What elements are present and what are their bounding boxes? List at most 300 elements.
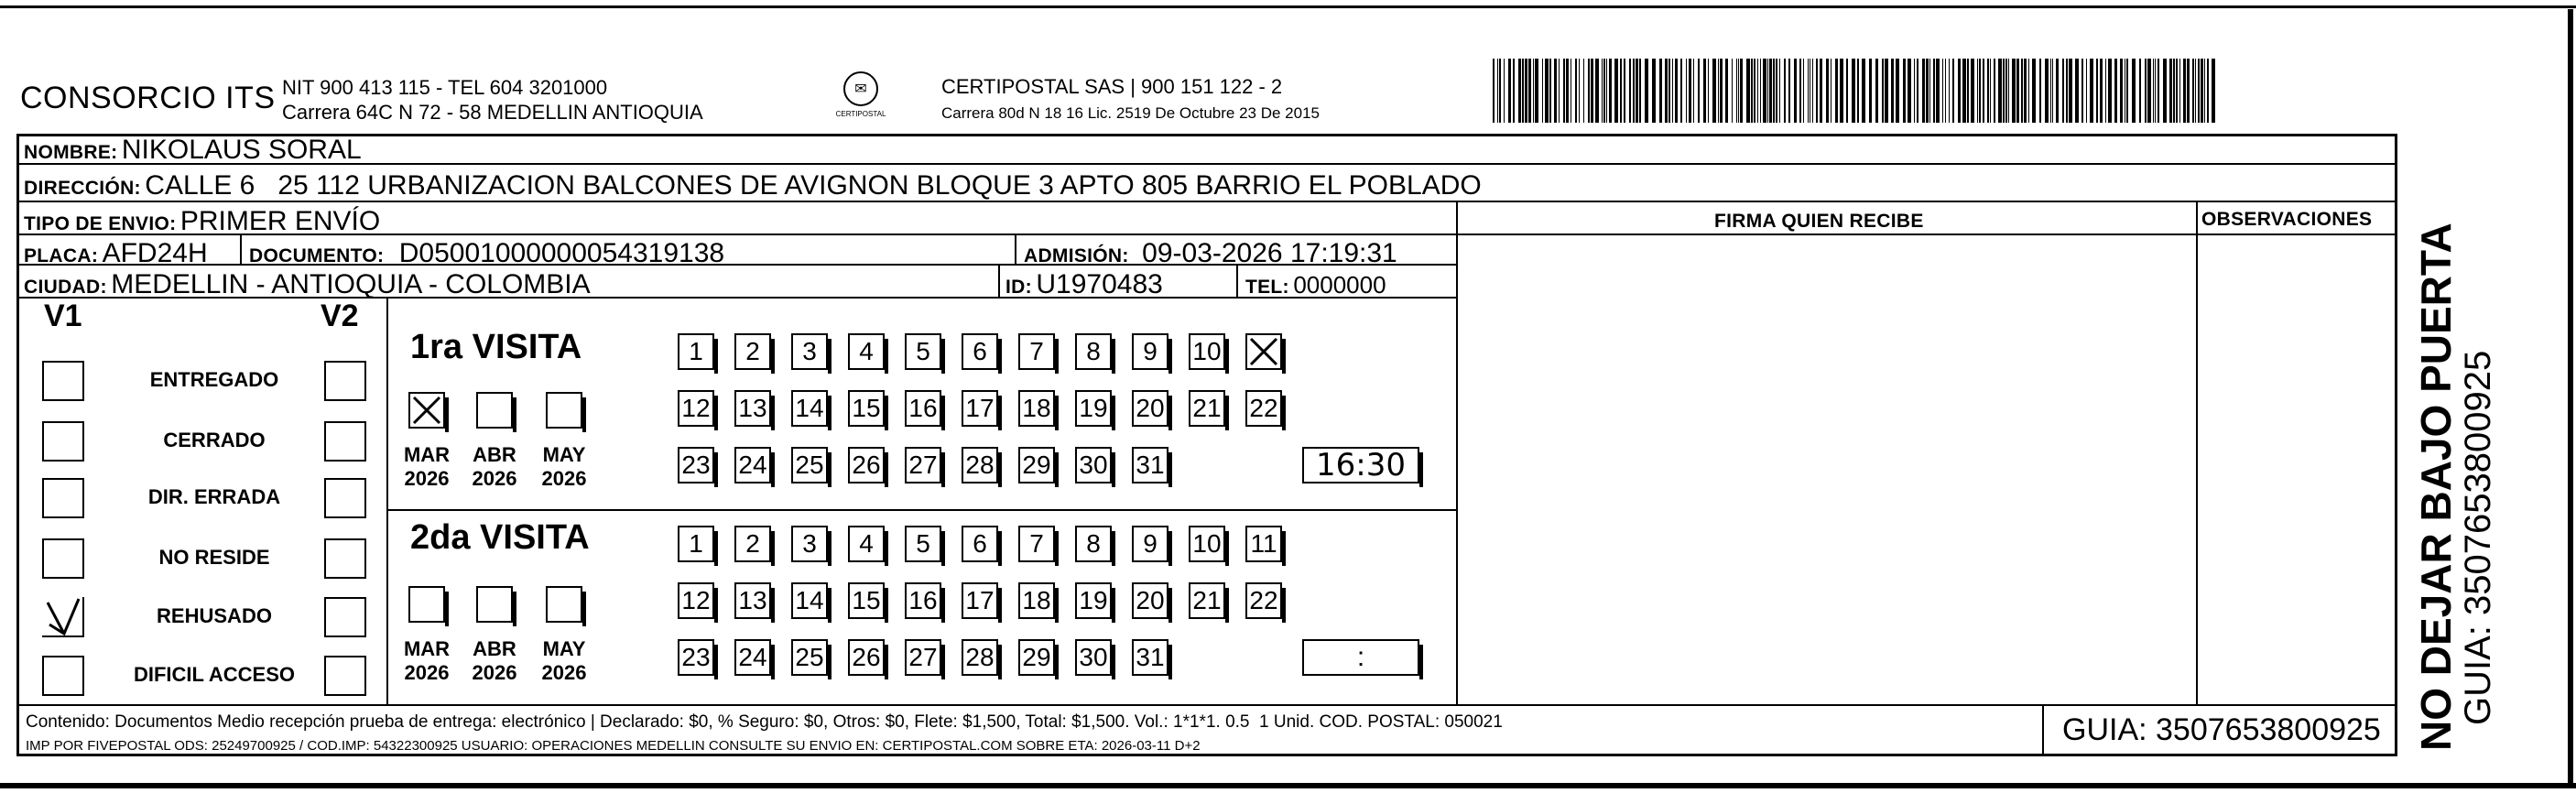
visit-divider [386, 509, 1456, 511]
barcode-bar [2056, 59, 2059, 123]
barcode-bar [1606, 59, 1607, 123]
barcode-bar [2187, 59, 2190, 123]
barcode-bar [1566, 59, 1569, 123]
column-divider [1015, 234, 1016, 264]
first-visit-day-box[interactable]: 8 [1075, 333, 1112, 370]
barcode-bar [1518, 59, 1521, 123]
documento-label: DOCUMENTO: [249, 245, 385, 266]
barcode-bar [1820, 59, 1822, 123]
barcode-bar [1508, 59, 1511, 123]
second-visit-day-box[interactable]: 3 [791, 526, 828, 562]
barcode-bar [1708, 59, 1709, 123]
barcode-bar [2192, 59, 2194, 123]
certipostal-logo [829, 71, 893, 118]
second-visit-day-box[interactable]: 29 [1018, 639, 1055, 676]
id-label: ID: [1005, 277, 1032, 298]
first-visit-day-box[interactable]: 23 [678, 447, 714, 483]
barcode-bar [1767, 59, 1768, 123]
barcode-bar [1903, 59, 1906, 123]
company-address-line: Carrera 64C N 72 - 58 MEDELLIN ANTIOQUIA [282, 101, 703, 124]
barcode-bar [1645, 59, 1648, 123]
first-visit-day-box[interactable]: 24 [734, 447, 771, 483]
barcode-bar [1857, 59, 1859, 123]
barcode-bar [1636, 59, 1638, 123]
barcode-bar [1686, 59, 1687, 123]
first-visit-time-box[interactable] [1302, 447, 1419, 483]
first-visit-day-box[interactable]: 5 [905, 333, 941, 370]
first-visit-day-box[interactable]: 15 [848, 390, 885, 427]
guia-number: GUIA: 3507653800925 [2062, 712, 2381, 747]
barcode-bar [1754, 59, 1755, 123]
v2-checkbox[interactable] [324, 421, 366, 462]
barcode-bar [2005, 59, 2007, 123]
second-visit-day-box[interactable]: 17 [962, 582, 998, 619]
column-divider [240, 234, 242, 264]
first-visit-day-box[interactable]: 25 [791, 447, 828, 483]
barcode-bar [1609, 59, 1612, 123]
column-divider [1456, 201, 1458, 704]
direccion-value: CALLE 6 25 112 URBANIZACION BALCONES DE AVIGNON BLOQUE 3 APTO 805 BARRIO EL POBLADO [145, 170, 1482, 201]
second-visit-day-box[interactable]: 2 [734, 526, 771, 562]
barcode-bar [1977, 59, 1978, 123]
barcode-bar [1712, 59, 1716, 123]
barcode-bar [2153, 59, 2154, 123]
barcode-bar [2163, 59, 2167, 123]
barcode-bar [2069, 59, 2072, 123]
barcode-bar [1922, 59, 1925, 123]
tel-value: 0000000 [1293, 271, 1386, 299]
barcode-bar [1936, 59, 1940, 123]
status-option-label: NO RESIDE [158, 546, 270, 569]
barcode-bar [1659, 59, 1662, 123]
barcode-bar [2052, 59, 2053, 123]
check-mark-icon [42, 597, 84, 637]
barcode-bar [1738, 59, 1739, 123]
barcode-bar [1583, 59, 1584, 123]
v2-checkbox[interactable] [324, 478, 366, 518]
top-border [0, 5, 2576, 8]
second-visit-day-box[interactable]: 12 [678, 582, 714, 619]
barcode-bar [1725, 59, 1728, 123]
second-visit-day-box[interactable]: 13 [734, 582, 771, 619]
barcode-bar [1545, 59, 1549, 123]
status-option-label: REHUSADO [157, 604, 272, 627]
barcode-bar [1987, 59, 1989, 123]
first-visit-title: 1ra VISITA [410, 328, 582, 366]
first-visit-day-box[interactable]: 16 [905, 390, 941, 427]
barcode-bar [1703, 59, 1706, 123]
second-visit-day-box[interactable]: 23 [678, 639, 714, 676]
first-visit-day-box[interactable]: 20 [1132, 390, 1168, 427]
first-visit-day-box[interactable] [1245, 333, 1282, 370]
v2-checkbox[interactable] [324, 361, 366, 401]
barcode-bar [2126, 59, 2128, 123]
barcode-bar [1693, 59, 1694, 123]
second-visit-title: 2da VISITA [410, 518, 590, 557]
barcode [1493, 59, 2218, 123]
row-divider [1456, 234, 2397, 235]
placa-value: AFD24H [102, 238, 208, 268]
side-guia: GUIA: 3507653800925 [2458, 350, 2498, 725]
v2-checkbox[interactable] [324, 597, 366, 637]
first-visit-day-box[interactable]: 27 [905, 447, 941, 483]
direccion-row [24, 170, 1482, 201]
barcode-bar [1554, 59, 1557, 123]
barcode-bar [1945, 59, 1946, 123]
barcode-bar [2050, 59, 2051, 123]
barcode-bar [1826, 59, 1829, 123]
no-dejar-warning: NO DEJAR BAJO PUERTA [2412, 223, 2460, 751]
barcode-bar [1624, 59, 1625, 123]
status-option-label: DIFICIL ACCESO [133, 663, 295, 686]
first-visit-day-box[interactable]: 19 [1075, 390, 1112, 427]
barcode-bar [1542, 59, 1543, 123]
first-visit-month-label: ABR 2026 [472, 443, 517, 490]
barcode-bar [1891, 59, 1894, 123]
company-info [282, 75, 703, 125]
nombre-row [24, 135, 362, 166]
second-visit-month-label: ABR 2026 [472, 637, 517, 684]
first-visit-day-box[interactable]: 26 [848, 447, 885, 483]
barcode-bar [1917, 59, 1918, 123]
barcode-bar [1760, 59, 1761, 123]
second-visit-day-box[interactable]: 5 [905, 526, 941, 562]
barcode-bar [2086, 59, 2087, 123]
column-divider [2196, 201, 2198, 704]
first-visit-day-box[interactable]: 14 [791, 390, 828, 427]
v2-checkbox[interactable] [324, 656, 366, 696]
barcode-bar [2021, 59, 2023, 123]
second-visit-day-box[interactable]: 7 [1018, 526, 1055, 562]
second-visit-day-box[interactable]: 1 [678, 526, 714, 562]
barcode-bar [1528, 59, 1531, 123]
first-visit-day-box[interactable]: 2 [734, 333, 771, 370]
x-mark-icon [1247, 335, 1280, 368]
barcode-bar [2169, 59, 2172, 123]
barcode-bar [1971, 59, 1974, 123]
contenido-line: Contenido: Documentos Medio recepción prueba de entrega: electrónico | Declarado: $0, % Seguro: $0, Otros: $0, Flete: $1,500, Total: $1,500. Vol.: 1*1*1. 0.5 1 Unid. COD. POSTAL: 050021 [26, 712, 1503, 732]
barcode-bar [1812, 59, 1813, 123]
envelope-icon: ✉ [843, 71, 878, 106]
barcode-bar [1588, 59, 1590, 123]
barcode-bar [1591, 59, 1593, 123]
barcode-bar [1769, 59, 1772, 123]
barcode-bar [1788, 59, 1790, 123]
second-visit-time-box[interactable] [1302, 639, 1419, 676]
second-visit-day-box[interactable]: 21 [1189, 582, 1225, 619]
barcode-bar [1736, 59, 1737, 123]
second-visit-day-box[interactable]: 16 [905, 582, 941, 619]
placa-field [24, 238, 208, 269]
first-visit-day-box[interactable]: 30 [1075, 447, 1112, 483]
ciudad-value: MEDELLIN - ANTIOQUIA - COLOMBIA [111, 269, 591, 299]
direccion-label: DIRECCIÓN: [24, 178, 141, 199]
status-option-label: DIR. ERRADA [147, 485, 281, 508]
barcode-bar [1563, 59, 1565, 123]
barcode-bar [2016, 59, 2019, 123]
side-vertical-text [2412, 223, 2496, 751]
barcode-bar [1603, 59, 1605, 123]
second-visit-day-box[interactable]: 24 [734, 639, 771, 676]
barcode-bar [2212, 59, 2215, 123]
barcode-bar [1908, 59, 1911, 123]
barcode-bar [2081, 59, 2083, 123]
second-visit-day-box[interactable]: 6 [962, 526, 998, 562]
first-visit-day-box[interactable]: 7 [1018, 333, 1055, 370]
first-visit-day-box[interactable]: 12 [678, 390, 714, 427]
first-visit-day-box[interactable]: 10 [1189, 333, 1225, 370]
barcode-bar [2008, 59, 2009, 123]
barcode-bar [2090, 59, 2093, 123]
v1-checkbox[interactable] [42, 421, 84, 462]
first-visit-day-box[interactable]: 6 [962, 333, 998, 370]
second-visit-day-box[interactable]: 26 [848, 639, 885, 676]
barcode-bar [2207, 59, 2209, 123]
placa-label: PLACA: [24, 245, 99, 266]
v2-checkbox[interactable] [324, 538, 366, 579]
barcode-bar [1885, 59, 1888, 123]
barcode-bar [2114, 59, 2117, 123]
barcode-bar [1779, 59, 1780, 123]
barcode-bar [1689, 59, 1691, 123]
second-visit-time-value: : [1356, 642, 1365, 672]
barcode-bar [1675, 59, 1678, 123]
firma-label: FIRMA QUIEN RECIBE [1714, 211, 1924, 232]
barcode-bar [1549, 59, 1551, 123]
barcode-bar [1763, 59, 1766, 123]
barcode-bar [1967, 59, 1969, 123]
tipo-envio-label: TIPO DE ENVIO: [24, 213, 177, 234]
company-name: CONSORCIO ITS [20, 81, 276, 115]
first-visit-month-checkbox[interactable] [476, 392, 513, 429]
barcode-bar [2120, 59, 2123, 123]
barcode-bar [1493, 59, 1495, 123]
barcode-bar [1620, 59, 1622, 123]
first-visit-day-box[interactable]: 31 [1132, 447, 1168, 483]
barcode-bar [1535, 59, 1538, 123]
tipo-envio-value: PRIMER ENVÍO [179, 206, 381, 236]
barcode-bar [1595, 59, 1599, 123]
barcode-bar [2176, 59, 2178, 123]
v2-header: V2 [321, 299, 359, 333]
barcode-bar [1914, 59, 1915, 123]
barcode-bar [2183, 59, 2186, 123]
nombre-label: NOMBRE: [24, 142, 118, 163]
first-visit-day-box[interactable]: 13 [734, 390, 771, 427]
second-visit-day-box[interactable]: 27 [905, 639, 941, 676]
imp-line: IMP POR FIVEPOSTAL ODS: 25249700925 / COD.IMP: 54322300925 USUARIO: OPERACIONES MEDELLIN CONSULTE SU ENVIO EN: CERTIPOSTAL.COM SOBRE ETA: 2026-03-11 D+2 [26, 738, 1201, 754]
barcode-bar [1942, 59, 1943, 123]
v1-checkbox[interactable] [42, 361, 84, 401]
barcode-bar [1784, 59, 1786, 123]
barcode-bar [1575, 59, 1577, 123]
documento-field [249, 238, 724, 269]
admision-label: ADMISIÓN: [1024, 245, 1129, 266]
barcode-bar [1559, 59, 1560, 123]
second-visit-day-box[interactable]: 8 [1075, 526, 1112, 562]
first-visit-day-box[interactable]: 21 [1189, 390, 1225, 427]
certipostal-nit-line: CERTIPOSTAL SAS | 900 151 122 - 2 [941, 75, 1283, 98]
barcode-bar [1794, 59, 1797, 123]
v1-checkbox[interactable] [42, 597, 84, 637]
nombre-value: NIKOLAUS SORAL [121, 135, 362, 165]
barcode-bar [1614, 59, 1618, 123]
first-visit-day-box[interactable]: 17 [962, 390, 998, 427]
barcode-bar [1718, 59, 1719, 123]
barcode-bar [1720, 59, 1723, 123]
barcode-bar [1525, 59, 1527, 123]
barcode-bar [1949, 59, 1950, 123]
barcode-bar [2139, 59, 2141, 123]
barcode-bar [2179, 59, 2180, 123]
first-visit-month-checkbox[interactable] [408, 392, 445, 429]
column-divider [386, 297, 388, 704]
admision-value: 09-03-2026 17:19:31 [1142, 238, 1397, 268]
barcode-bar [1513, 59, 1515, 123]
barcode-bar [1926, 59, 1929, 123]
status-option-label: ENTREGADO [149, 368, 279, 391]
second-visit-day-box[interactable]: 25 [791, 639, 828, 676]
second-visit-day-box[interactable]: 9 [1132, 526, 1168, 562]
barcode-bar [1499, 59, 1501, 123]
barcode-bar [1629, 59, 1631, 123]
first-visit-day-box[interactable]: 28 [962, 447, 998, 483]
second-visit-day-box[interactable]: 22 [1245, 582, 1282, 619]
barcode-bar [2198, 59, 2200, 123]
first-visit-day-box[interactable]: 29 [1018, 447, 1055, 483]
barcode-bar [1776, 59, 1777, 123]
barcode-bar [1983, 59, 1984, 123]
barcode-bar [1533, 59, 1534, 123]
barcode-bar [2201, 59, 2203, 123]
tel-label: TEL: [1245, 277, 1289, 298]
barcode-bar [2003, 59, 2005, 123]
observaciones-label: OBSERVACIONES [2201, 209, 2373, 230]
barcode-bar [2032, 59, 2036, 123]
barcode-bar [1869, 59, 1872, 123]
v1-header: V1 [44, 299, 82, 333]
second-visit-day-box[interactable]: 28 [962, 639, 998, 676]
v1-checkbox[interactable] [42, 656, 84, 696]
barcode-bar [1680, 59, 1682, 123]
certipostal-address-line: Carrera 80d N 18 16 Lic. 2519 De Octubre 23 De 2015 [941, 104, 1320, 122]
row-divider [16, 163, 2397, 165]
barcode-bar [1994, 59, 1995, 123]
first-visit-day-box[interactable]: 4 [848, 333, 885, 370]
bottom-border [0, 783, 2576, 788]
barcode-bar [2062, 59, 2064, 123]
barcode-bar [2045, 59, 2049, 123]
barcode-bar [2108, 59, 2112, 123]
footer-divider [16, 704, 2397, 706]
column-divider [998, 264, 1000, 297]
second-visit-day-box[interactable]: 10 [1189, 526, 1225, 562]
barcode-bar [2145, 59, 2147, 123]
barcode-bar [1952, 59, 1954, 123]
column-divider [2042, 704, 2044, 756]
ciudad-label: CIUDAD: [24, 277, 107, 298]
barcode-bar [2039, 59, 2041, 123]
barcode-bar [2132, 59, 2136, 123]
id-value: U1970483 [1036, 269, 1163, 299]
barcode-bar [1840, 59, 1843, 123]
v1-checkbox[interactable] [42, 538, 84, 579]
barcode-bar [1757, 59, 1758, 123]
barcode-bar [2028, 59, 2029, 123]
v1-checkbox[interactable] [42, 478, 84, 518]
barcode-bar [1962, 59, 1966, 123]
first-visit-day-box[interactable]: 3 [791, 333, 828, 370]
barcode-bar [2066, 59, 2068, 123]
logo-label: CERTIPOSTAL [835, 110, 886, 118]
barcode-bar [1665, 59, 1668, 123]
ciudad-field [24, 269, 591, 300]
barcode-bar [1497, 59, 1498, 123]
first-visit-time-value: 16:30 [1316, 447, 1406, 483]
barcode-bar [1933, 59, 1935, 123]
first-visit-day-box[interactable]: 1 [678, 333, 714, 370]
barcode-bar [1958, 59, 1961, 123]
barcode-bar [2105, 59, 2106, 123]
barcode-bar [1633, 59, 1635, 123]
second-visit-month-checkbox[interactable] [476, 586, 513, 623]
barcode-bar [1668, 59, 1670, 123]
second-visit-day-box[interactable]: 30 [1075, 639, 1112, 676]
second-visit-day-box[interactable]: 14 [791, 582, 828, 619]
admision-field [1024, 238, 1397, 269]
second-visit-day-box[interactable]: 20 [1132, 582, 1168, 619]
first-visit-day-box[interactable]: 9 [1132, 333, 1168, 370]
second-visit-day-box[interactable]: 19 [1075, 582, 1112, 619]
barcode-bar [1698, 59, 1700, 123]
barcode-bar [1746, 59, 1750, 123]
second-visit-month-checkbox[interactable] [408, 586, 445, 623]
barcode-bar [1522, 59, 1524, 123]
barcode-bar [1846, 59, 1848, 123]
documento-value: D05001000000054319138 [398, 238, 725, 268]
barcode-bar [1732, 59, 1733, 123]
barcode-bar [2075, 59, 2079, 123]
second-visit-day-box[interactable]: 31 [1132, 639, 1168, 676]
second-visit-day-box[interactable]: 11 [1245, 526, 1282, 562]
barcode-bar [1990, 59, 1991, 123]
barcode-bar [1773, 59, 1775, 123]
tipo-envio-row [24, 206, 380, 237]
second-visit-day-box[interactable]: 4 [848, 526, 885, 562]
barcode-bar [2012, 59, 2016, 123]
second-visit-month-checkbox[interactable] [546, 586, 582, 623]
barcode-bar [1639, 59, 1641, 123]
x-mark-icon [410, 394, 443, 427]
second-visit-day-box[interactable]: 18 [1018, 582, 1055, 619]
barcode-bar [1979, 59, 1981, 123]
second-visit-day-box[interactable]: 15 [848, 582, 885, 619]
barcode-bar [1998, 59, 2002, 123]
barcode-bar [1652, 59, 1656, 123]
barcode-bar [2100, 59, 2103, 123]
barcode-bar [1751, 59, 1753, 123]
barcode-bar [2147, 59, 2151, 123]
barcode-bar [1896, 59, 1899, 123]
first-visit-day-box[interactable]: 18 [1018, 390, 1055, 427]
barcode-bar [1852, 59, 1855, 123]
first-visit-month-checkbox[interactable] [546, 392, 582, 429]
tel-field [1245, 271, 1386, 299]
barcode-bar [2024, 59, 2027, 123]
first-visit-day-box[interactable]: 22 [1245, 390, 1282, 427]
barcode-bar [1579, 59, 1580, 123]
barcode-bar [1875, 59, 1878, 123]
